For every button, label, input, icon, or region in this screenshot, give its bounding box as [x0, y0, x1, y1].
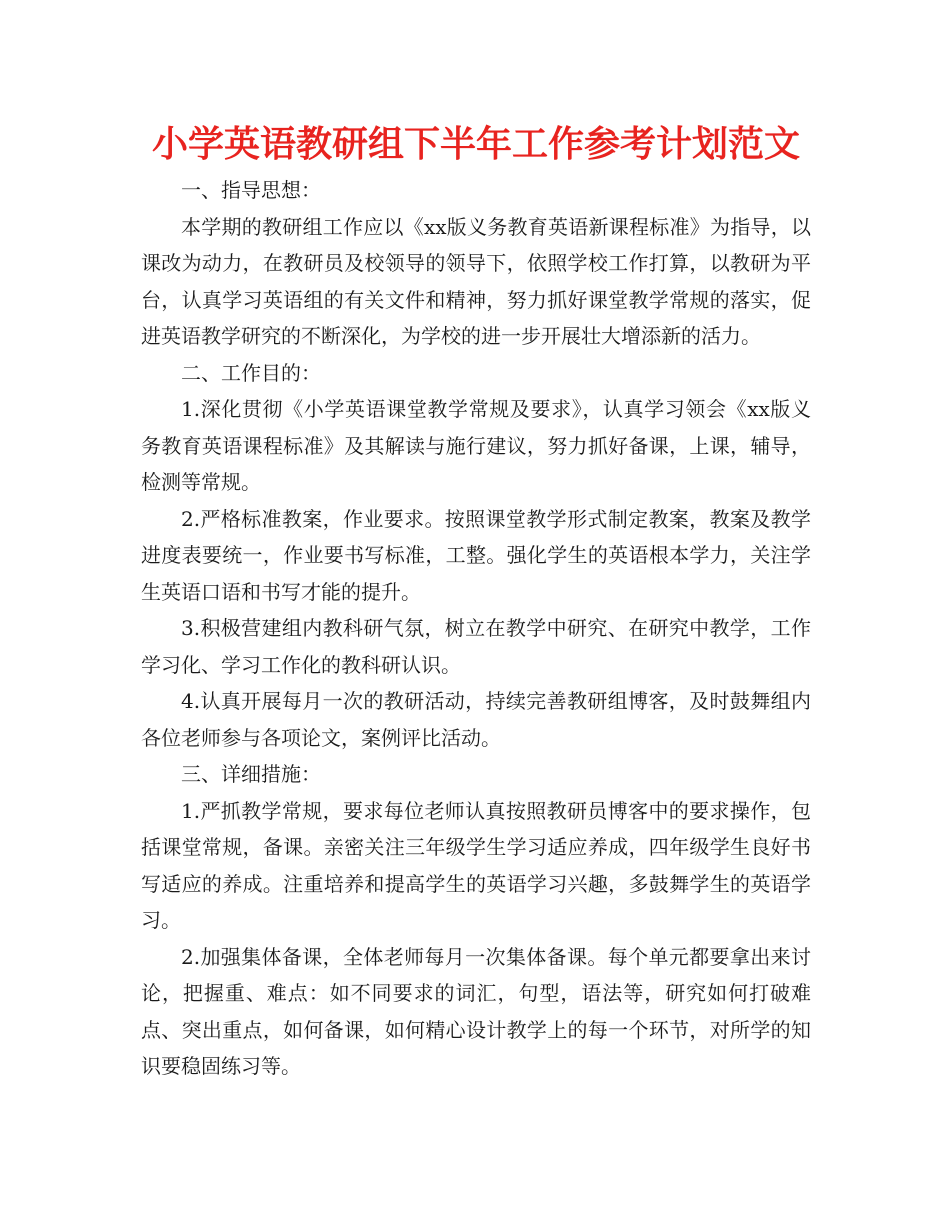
heading-work-goals: 二、工作目的： [181, 360, 321, 385]
goal-item-1: 1.深化贯彻《小学英语课堂教学常规及要求》，认真学习领会《xx版义务教育英语课程标准》及其解读与施行建议，努力抓好备课，上课，辅导，检测等常规。 [141, 397, 811, 494]
goal-item-2: 2.严格标准教案，作业要求。按照课堂教学形式制定教案，教案及教学进度表要统一，作业要书写标准，工整。强化学生的英语根本学力，关注学生英语口语和书写才能的提升。 [141, 506, 811, 604]
goal-item-3: 3.积极营建组内教科研气氛，树立在教学中研究、在研究中教学，工作学习化、学习工作化的教科研认识。 [141, 616, 811, 677]
document-page [141, 118, 811, 1085]
measure-item-1: 1.严抓教学常规，要求每位老师认真按照教研员博客中的要求操作，包括课堂常规，备课。亲密关注三年级学生学习适应养成，四年级学生良好书写适应的养成。注重培养和提高学生的英语学习兴趣，多鼓舞学生的英语学习。 [141, 798, 811, 932]
heading-guiding-ideology: 一、指导思想： [181, 178, 321, 202]
document-body [141, 172, 811, 1085]
measure-item-2: 2.加强集体备课，全体老师每月一次集体备课。每个单元都要拿出来讨论，把握重、难点：如不同要求的词汇，句型，语法等，研究如何打破难点、突出重点，如何备课，如何精心设计教学上的每一个环节，对所学的知识要稳固练习等。 [141, 944, 811, 1078]
document-title: 小学英语教研组下半年工作参考计划范文 [151, 124, 800, 165]
heading-measures: 三、详细措施： [181, 762, 321, 786]
paragraph-guiding-ideology: 本学期的教研组工作应以《xx版义务教育英语新课程标准》为指导，以课改为动力，在教研员及校领导的领导下，依照学校工作打算，以教研为平台，认真学习英语组的有关文件和精神，努力抓好课堂教学常规的落实，促进英语教学研究的不断深化，为学校的进一步开展壮大增添新的活力。 [141, 214, 811, 348]
goal-item-4: 4.认真开展每月一次的教研活动，持续完善教研组博客，及时鼓舞组内各位老师参与各项论文，案例评比活动。 [141, 689, 811, 750]
